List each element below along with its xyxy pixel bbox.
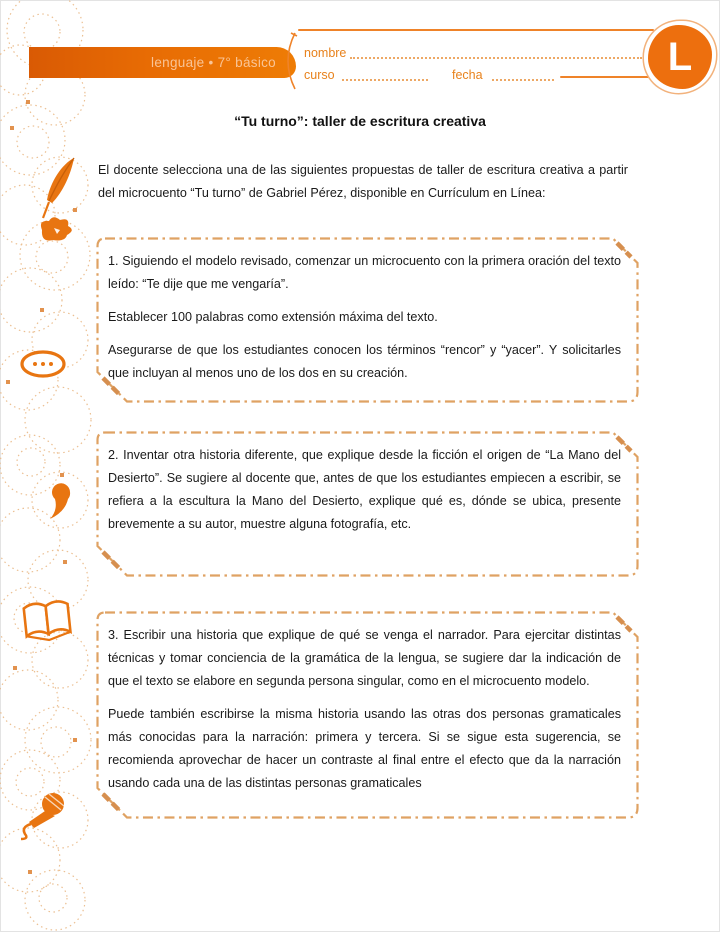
proposal-box-1 (95, 236, 640, 404)
nombre-label: nombre (304, 46, 347, 60)
subject-grade-banner (29, 47, 296, 78)
proposal-box-3 (95, 610, 640, 820)
proposal-1-paragraph: Establecer 100 palabras como extensión máxima del texto. (108, 310, 438, 324)
subject-grade-label: lenguaje • 7° básico (151, 55, 276, 70)
speech-bubble-icon (18, 349, 68, 388)
header-left-brace-curve (281, 31, 299, 93)
proposal-3-paragraph: 3. Escribir una historia que explique de qué se venga el narrador. Para ejercitar distintas técnicas y tomar conciencia de la gramática de la lengua, se sugiere dar la indicación de que el texto se elabore en segunda persona singular, como en el microcuento modelo. (108, 628, 621, 688)
proposal-box-2 (95, 430, 640, 578)
proposal-3-content (95, 610, 640, 795)
proposal-1-content (95, 236, 640, 385)
intro-paragraph: El docente selecciona una de las siguientes propuestas de taller de escritura creativa a partir del microcuento “Tu turno” de Gabriel Pérez, disponible en Currículum en Línea: (98, 163, 628, 200)
proposal-1-paragraph: Asegurarse de que los estudiantes conocen los términos “rencor” y “yacer”. Y solicitarles que incluyan al menos uno de los dos en su creación. (108, 343, 621, 380)
proposal-3-paragraph: Puede también escribirse la misma historia usando las otras dos personas gramaticales más conocidas para la narración: primera y tercera. Si se sigue esta sugerencia, se recomienda aprovechar de hacer un contraste al final entre el efecto que da la narración usando cada una de las distintas personas gramaticales (108, 707, 621, 790)
letter-l-logo (644, 21, 716, 93)
microphone-icon (18, 790, 68, 847)
nombre-write-line[interactable] (350, 44, 642, 59)
open-book-icon (20, 596, 76, 647)
logo-letter: L (667, 35, 693, 79)
proposal-2-content (95, 430, 640, 536)
logo-circle (648, 25, 712, 89)
fecha-write-line[interactable] (492, 66, 554, 81)
proposal-2-paragraph: 2. Inventar otra historia diferente, que explique desde la ficción el origen de “La Mano del Desierto”. Se sugiere al docente que, antes de que los estudiantes empiecen a escribir, se refiera a la escultura la Mano del Desierto, explique qué es, dónde se ubica, presente brevemente a su autor, muestre alguna fotografía, etc. (108, 448, 621, 531)
comma-icon (48, 482, 74, 527)
curso-write-line[interactable] (342, 66, 428, 81)
proposal-1-paragraph: 1. Siguiendo el modelo revisado, comenzar un microcuento con la primera oración del texto leído: “Te dije que me vengaría”. (108, 254, 621, 291)
margin-doodle-column (0, 0, 95, 932)
fecha-label: fecha (452, 68, 483, 82)
page-title: “Tu turno”: taller de escritura creativa (234, 113, 486, 129)
header-bottom-rule (560, 76, 652, 78)
ink-blot-icon (34, 214, 78, 251)
header-top-rule (298, 29, 654, 31)
curso-label: curso (304, 68, 335, 82)
